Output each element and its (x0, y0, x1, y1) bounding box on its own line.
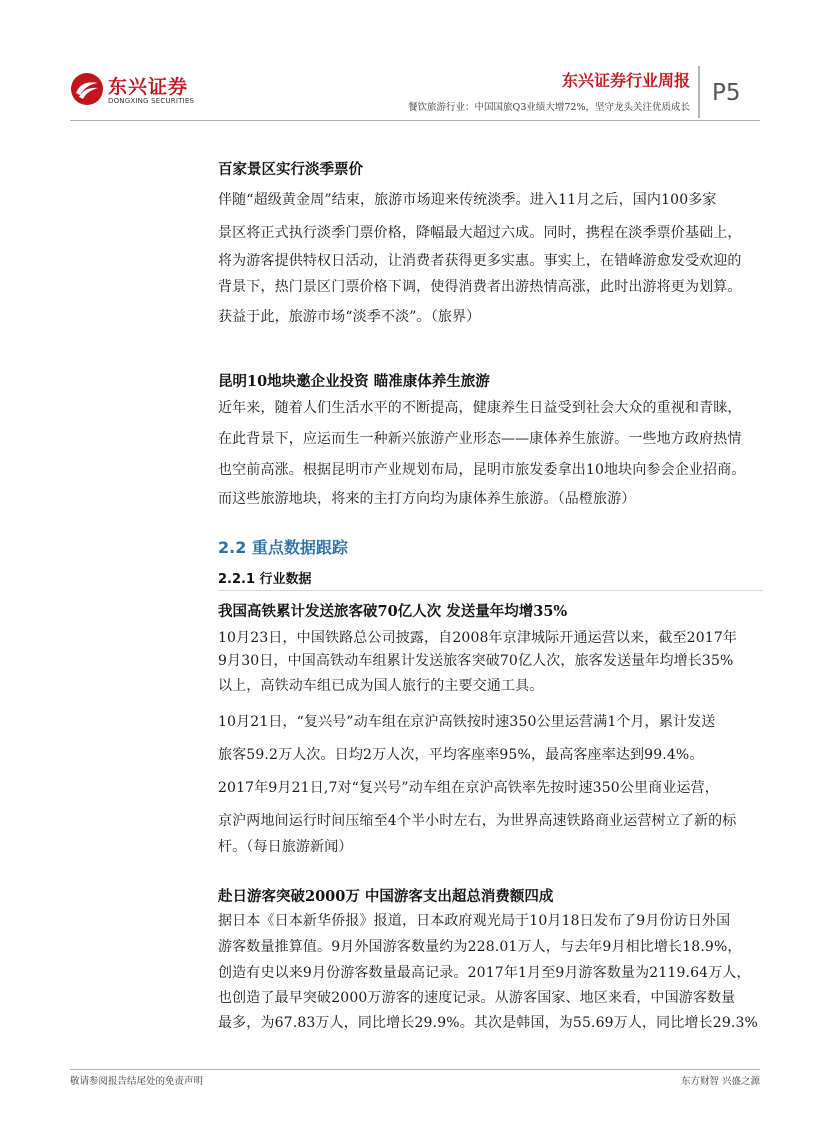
logo-chinese-name: 东兴证券 (108, 76, 189, 98)
report-title: 东兴证券行业周报 (561, 71, 690, 90)
news1-line: 背景下，热门景区门票价格下调，使得消费者出游热情高涨，此时出游将更为划算。 (218, 279, 742, 295)
news3-line: 京沪两地间运行时间压缩至4个半小时左右，为世界高速铁路商业运营树立了新的标 (218, 813, 737, 829)
news-heading-scenic-discount: 百家景区实行淡季票价 (218, 161, 363, 178)
news-heading-high-speed-rail: 我国高铁累计发送旅客破70亿人次 发送量年均增35% (218, 603, 568, 620)
page-number: P5 (712, 80, 741, 106)
header-rule (70, 120, 760, 121)
subsection-rule (218, 590, 763, 591)
logo-english-name: DONGXING SECURITIES (108, 97, 195, 105)
company-logo (70, 70, 210, 112)
news2-line: 而这些旅游地块，将来的主打方向均为康体养生旅游。（品橙旅游） (218, 491, 636, 507)
news4-line: 也创造了最早突破2000万游客的速度记录。从游客国家、地区来看，中国游客数量 (218, 990, 736, 1006)
news2-line: 也空前高涨。根据昆明市产业规划布局，昆明市旅发委拿出10地块向参会企业招商。 (218, 462, 746, 478)
news4-line: 最多，为67.83万人，同比增长29.9%。其次是韩国，为55.69万人，同比增长29.3% (218, 1015, 759, 1031)
news3-line: 2017年9月21日,7对“复兴号”动车组在京沪高铁率先按时速350公里商业运营， (218, 780, 719, 796)
news1-line: 景区将正式执行淡季门票价格，降幅最大超过六成。同时，携程在淡季票价基础上， (218, 225, 742, 241)
news3-line: 杆。（每日旅游新闻） (218, 839, 353, 855)
news-heading-kunming: 昆明10地块邀企业投资 瞄准康体养生旅游 (218, 373, 490, 390)
news1-line: 将为游客提供特权日活动，让消费者获得更多实惠。事实上，在错峰游愈发受欢迎的 (218, 253, 742, 269)
footer-disclaimer: 敬请参阅报告结尾处的免责声明 (70, 1076, 204, 1087)
news2-line: 在此背景下，应运而生一种新兴旅游产业形态——康体养生旅游。一些地方政府热情 (218, 431, 742, 447)
footer-rule (70, 1069, 760, 1070)
news4-line: 创造有史以来9月份游客数量最高记录。2017年1月至9月游客数量为2119.64万人， (218, 965, 751, 981)
news3-line: 10月23日，中国铁路总公司披露，自2008年京津城际开通运营以来，截至2017年 (218, 630, 738, 646)
news-heading-japan-tourists: 赴日游客突破2000万 中国游客支出超总消费额四成 (218, 888, 554, 905)
news4-line: 据日本《日本新华侨报》报道，日本政府观光局于10月18日发布了9月份访日外国 (218, 913, 731, 929)
news4-line: 游客数量推算值。9月外国游客数量约为228.01万人，与去年9月相比增长18.9%， (218, 939, 742, 955)
report-subtitle: 餐饮旅游行业：中国国旅Q3业绩大增72%，坚守龙头关注优质成长 (408, 102, 690, 113)
header-divider (698, 66, 700, 118)
news1-line: 获益于此，旅游市场“淡季不淡”。（旅界） (218, 309, 481, 325)
news3-line: 10月21日，“复兴号”动车组在京沪高铁按时速350公里运营满1个月，累计发送 (218, 714, 716, 730)
news3-line: 9月30日，中国高铁动车组累计发送旅客突破70亿人次，旅客发送量年均增长35% (218, 653, 734, 669)
news2-line: 近年来，随着人们生活水平的不断提高，健康养生日益受到社会大众的重视和青睐， (218, 400, 742, 416)
news3-line: 以上，高铁动车组已成为国人旅行的主要交通工具。 (218, 678, 544, 694)
news1-line: 伴随“超级黄金周”结束，旅游市场迎来传统淡季。进入11月之后，国内100多家 (218, 192, 717, 208)
footer-slogan: 东方财智 兴盛之源 (680, 1076, 760, 1087)
section-title: 2.2 重点数据跟踪 (218, 538, 348, 557)
news3-line: 旅客59.2万人次。日均2万人次，平均客座率95%，最高客座率达到99.4%。 (218, 747, 704, 763)
dongxing-logo-icon (70, 72, 104, 106)
subsection-title: 2.2.1 行业数据 (218, 572, 312, 587)
